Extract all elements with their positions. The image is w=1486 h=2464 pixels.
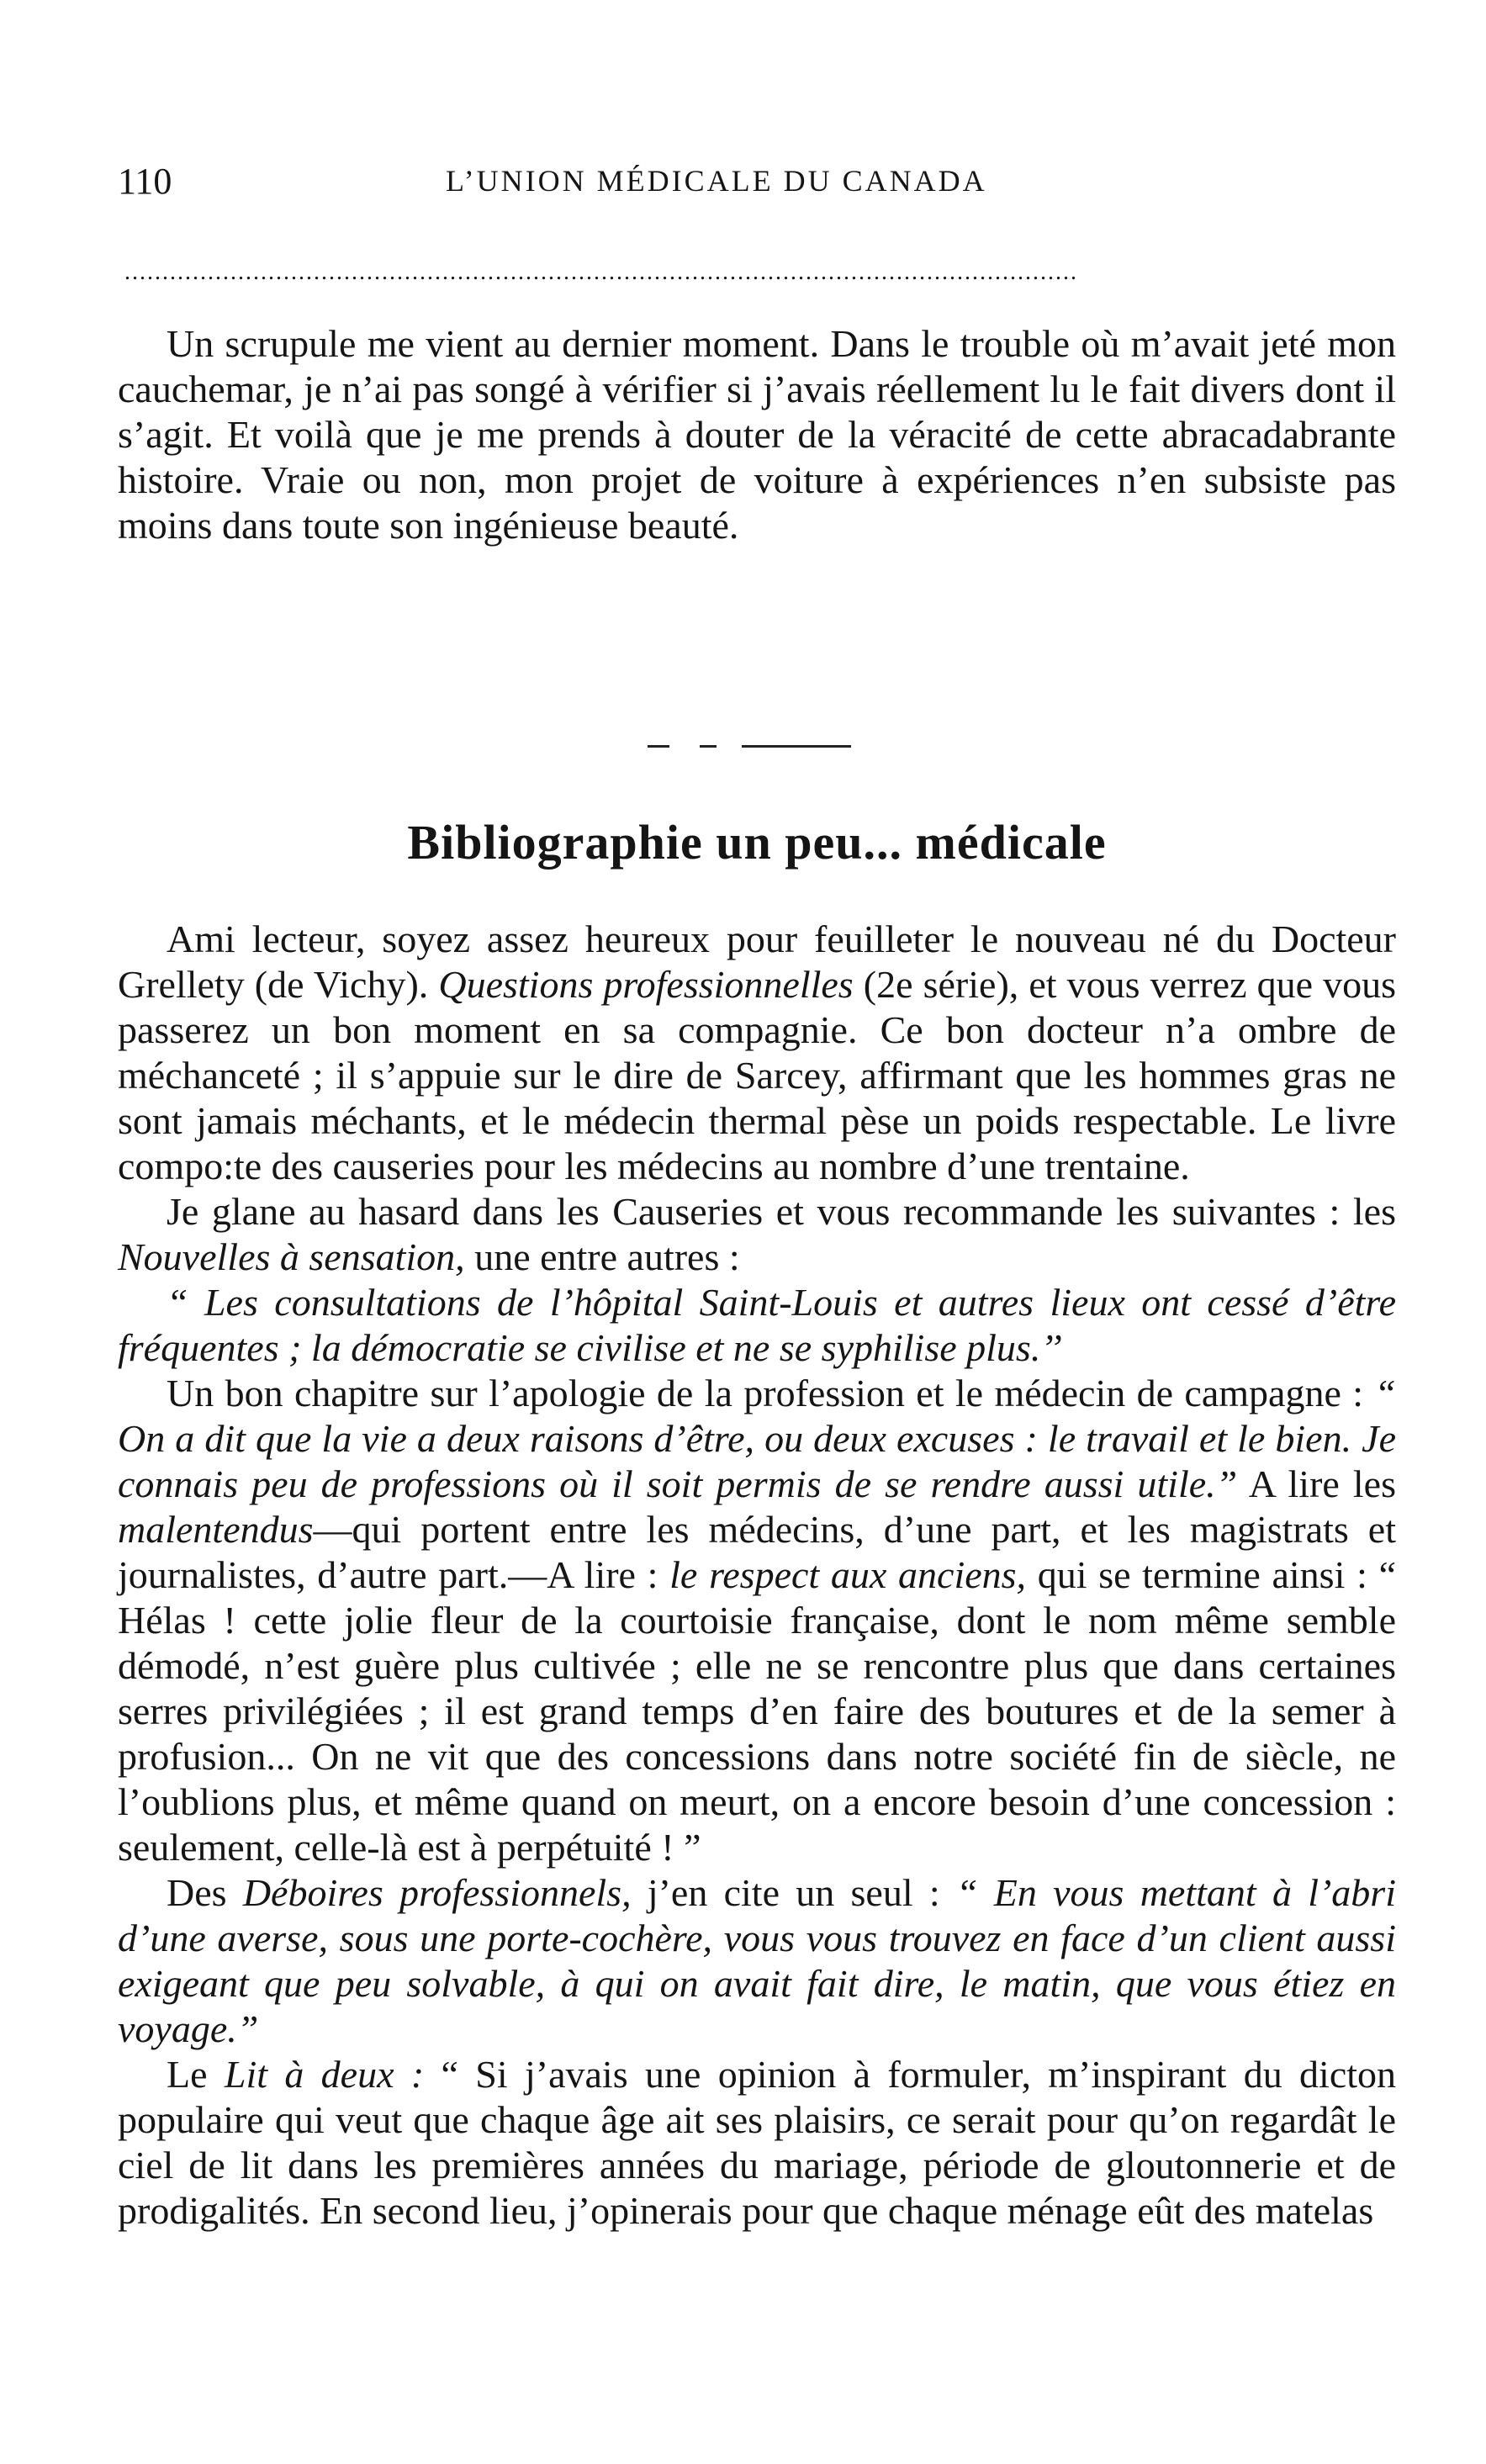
italic-run: le respect aux anciens, xyxy=(669,1553,1027,1596)
italic-run: Lit à deux : xyxy=(224,2053,425,2096)
paragraph-1 xyxy=(118,917,1396,1189)
italic-run: Questions professionnelles xyxy=(438,963,854,1006)
intro-paragraph: Un scrupule me vient au dernier moment. Dans le trouble où m’avait jeté mon cauchemar, je n’ai pas songé à vérifier si j’avais réellement lu le fait divers dont il s’agit. Et voilà que je me prends à douter de la véracité de cette abracadabrante histoire. Vraie ou non, mon projet de voiture à expériences n’en subsiste pas moins dans toute son ingénieuse beauté. xyxy=(118,322,1396,547)
document-page xyxy=(118,126,1397,2232)
dotted-rule: .............................................................................................................................. xyxy=(124,262,1078,283)
italic-run: “ Les consultations de l’hôpital Saint-Louis et autres lieux ont cessé d’être fréquentes ; la démocratie se civilise et ne se syphilise plus.’’ xyxy=(118,1281,1396,1369)
paragraph-5 xyxy=(118,1870,1396,2052)
text-run: j’en cite un seul : xyxy=(631,1871,956,1914)
text-run: Des xyxy=(167,1871,243,1914)
text-run: Je glane au hasard dans les Causeries et vous recommande les suivantes : les xyxy=(167,1190,1396,1233)
text-run: Ami lecteur, soyez assez heureux pour feuilleter le nouveau né du Docteur Grellety (de Vichy). xyxy=(118,917,1396,1006)
intro-block xyxy=(118,321,1396,548)
italic-run: “ On a dit que la vie a deux raisons d’être, ou deux excuses : le travail et le bien. Je connais peu de professions où il soit permis de se rendre aussi utile.” xyxy=(118,1372,1396,1505)
italic-run: Déboires professionnels, xyxy=(242,1871,632,1914)
section-separator xyxy=(648,745,858,748)
text-run: Le xyxy=(167,2053,225,2096)
text-run: une entre autres : xyxy=(464,1235,740,1278)
text-run: —qui portent entre les médecins, d’une part, et les magistrats et journalistes, d’autre part.—A lire : xyxy=(118,1508,1396,1596)
paragraph-6 xyxy=(118,2052,1396,2234)
paragraph-4 xyxy=(118,1371,1396,1870)
running-title: L’UNION MÉDICALE DU CANADA xyxy=(446,164,987,198)
italic-run: “ En vous mettant à l’abri d’une averse, sous une porte-cochère, vous vous trouvez en face d’un client aussi exigeant que peu solvable, à qui on avait fait dire, le matin, que vous étiez en voyage.” xyxy=(118,1871,1396,2050)
paragraph-2 xyxy=(118,1189,1396,1280)
text-run: qui se termine ainsi : “ Hélas ! cette jolie fleur de la courtoisie française, dont le nom même semble démodé, n’est guère plus cultivée ; elle ne se rencontre plus que dans certaines serres privilégiées ; il est grand temps d’en faire des boutures et de la semer à profusion... On ne vit que des concessions dans notre société fin de siècle, ne l’oublions plus, et même quand on meurt, on a encore besoin d’une concession : seulement, celle-là est à perpétuité ! ” xyxy=(118,1553,1396,1869)
text-run: Un bon chapitre sur l’apologie de la profession et le médecin de campagne : xyxy=(167,1372,1375,1414)
page-number: 110 xyxy=(118,161,172,202)
bibliography-block xyxy=(118,917,1396,2234)
text-run: (2e série), et vous verrez que vous passerez un bon moment en sa compagnie. Ce bon docteur n’a ombre de méchanceté ; il s’appuie sur le dire de Sarcey, affirmant que les hommes gras ne sont jamais méchants, et le médecin thermal pèse un poids respectable. Le livre compo:te des causeries pour les médecins au nombre d’une trentaine. xyxy=(118,963,1396,1187)
text-run: A lire les xyxy=(1237,1462,1396,1505)
italic-run: Nouvelles à sensation, xyxy=(118,1235,465,1278)
italic-run: malentendus xyxy=(118,1508,314,1551)
text-run: “ Si j’avais une opinion à formuler, m’inspirant du dicton populaire qui veut que chaque âge ait ses plaisirs, ce serait pour qu’on regardât le ciel de lit dans les premières années du mariage, période de gloutonnerie et de prodigalités. En second lieu, j’opinerais pour que chaque ménage eût des matelas xyxy=(118,2053,1397,2232)
page-header xyxy=(118,126,1396,202)
paragraph-3 xyxy=(118,1280,1396,1371)
section-title: Bibliographie un peu... médicale xyxy=(407,815,1107,870)
